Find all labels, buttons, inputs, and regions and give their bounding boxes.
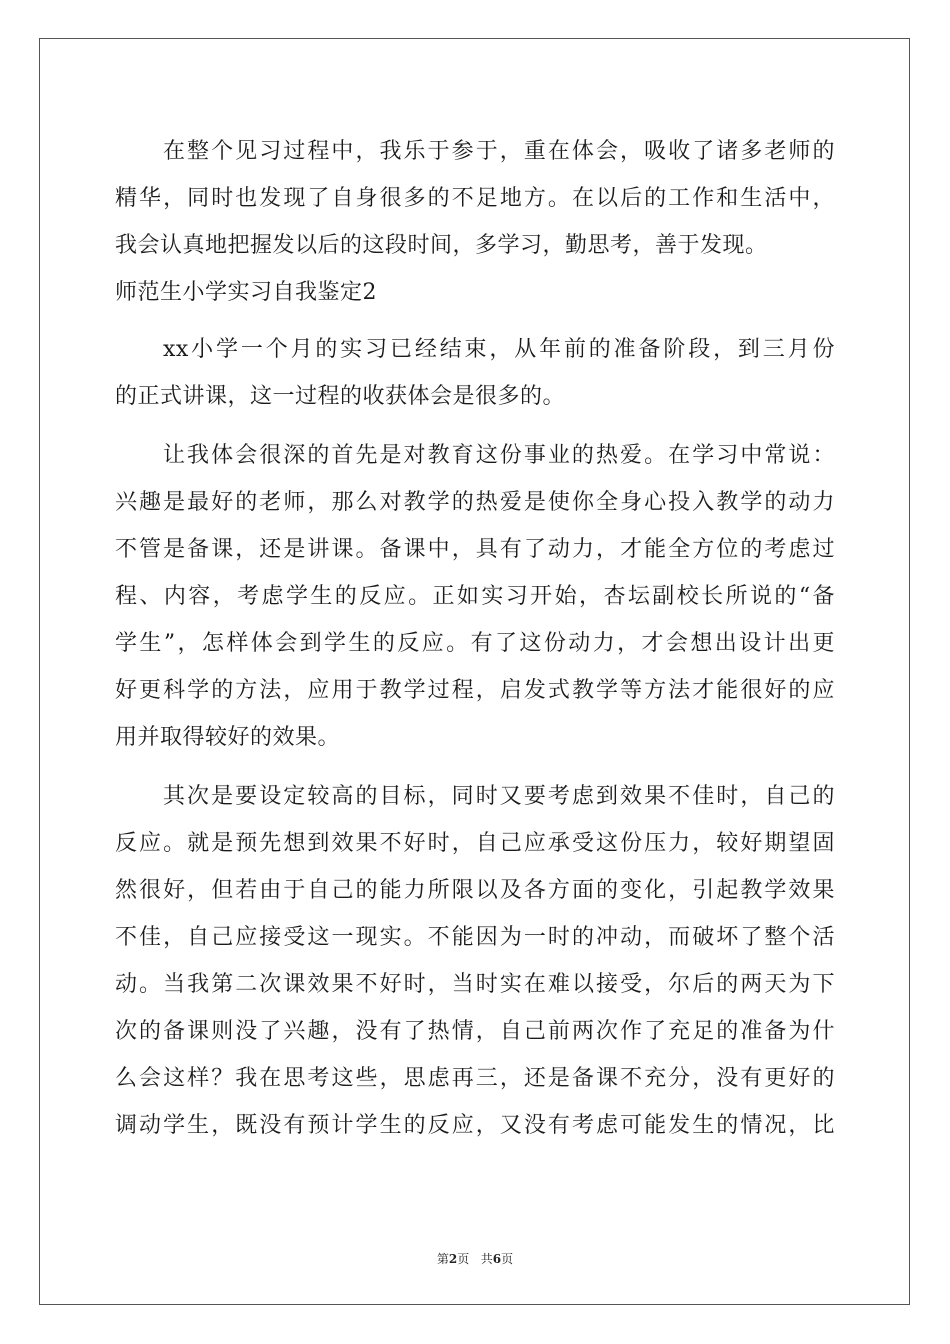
paragraph [115,432,835,761]
footer-total-prefix: 共 [480,1252,493,1266]
text-line: 的正式讲课，这一过程的收获体会是很多的。 [115,384,566,409]
footer-prefix: 第 [436,1252,449,1266]
text-line: 程、内容，考虑学生的反应。正如实习开始，杏坛副校长所说的“备 [115,584,835,609]
footer-total-suffix: 页 [501,1252,514,1266]
total-page-count: 6 [492,1252,502,1266]
text-line: 动。当我第二次课效果不好时，当时实在难以接受，尔后的两天为下 [115,972,835,997]
text-line: 不管是备课，还是讲课。备课中，具有了动力，才能全方位的考虑过 [115,537,835,562]
text-line: 用并取得较好的效果。 [115,725,341,750]
text-line: 兴趣是最好的老师，那么对教学的热爱是使你全身心投入教学的动力 [115,490,835,515]
text-line: 学生”，怎样体会到学生的反应。有了这份动力，才会想出设计出更 [115,631,835,656]
text-line: 精华，同时也发现了自身很多的不足地方。在以后的工作和生活中， [115,186,835,211]
section-heading [115,269,835,316]
heading-text: 师范生小学实习自我鉴定2 [115,280,377,305]
paragraph [115,128,835,269]
footer-page-suffix: 页 [457,1252,470,1266]
paragraph [115,773,835,1149]
text-line: 其次是要设定较高的目标，同时又要考虑到效果不佳时，自己的 [163,784,835,809]
text-line: 我会认真地把握发以后的这段时间，多学习，勤思考，善于发现。 [115,233,768,258]
text-line: 次的备课则没了兴趣，没有了热情，自己前两次作了充足的准备为什 [115,1019,835,1044]
text-line: 么会这样？我在思考这些，思虑再三，还是备课不充分，没有更好的 [115,1066,835,1091]
current-page-number: 2 [448,1252,458,1266]
text-line: 反应。就是预先想到效果不好时，自己应承受这份压力，较好期望固 [115,831,835,856]
text-line: 让我体会很深的首先是对教育这份事业的热爱。在学习中常说： [163,443,835,468]
document-body [115,128,835,1149]
text-line: 好更科学的方法，应用于教学过程，启发式教学等方法才能很好的应 [115,678,835,703]
text-line: 调动学生，既没有预计学生的反应，又没有考虑可能发生的情况，比 [115,1113,835,1138]
text-line: xx小学一个月的实习已经结束，从年前的准备阶段，到三月份 [163,337,835,362]
text-line: 不佳，自己应接受这一现实。不能因为一时的冲动，而破坏了整个活 [115,925,835,950]
paragraph [115,326,835,420]
text-line: 在整个见习过程中，我乐于参于，重在体会，吸收了诸多老师的 [163,139,835,164]
page-footer [0,1250,950,1267]
text-line: 然很好，但若由于自己的能力所限以及各方面的变化，引起教学效果 [115,878,835,903]
